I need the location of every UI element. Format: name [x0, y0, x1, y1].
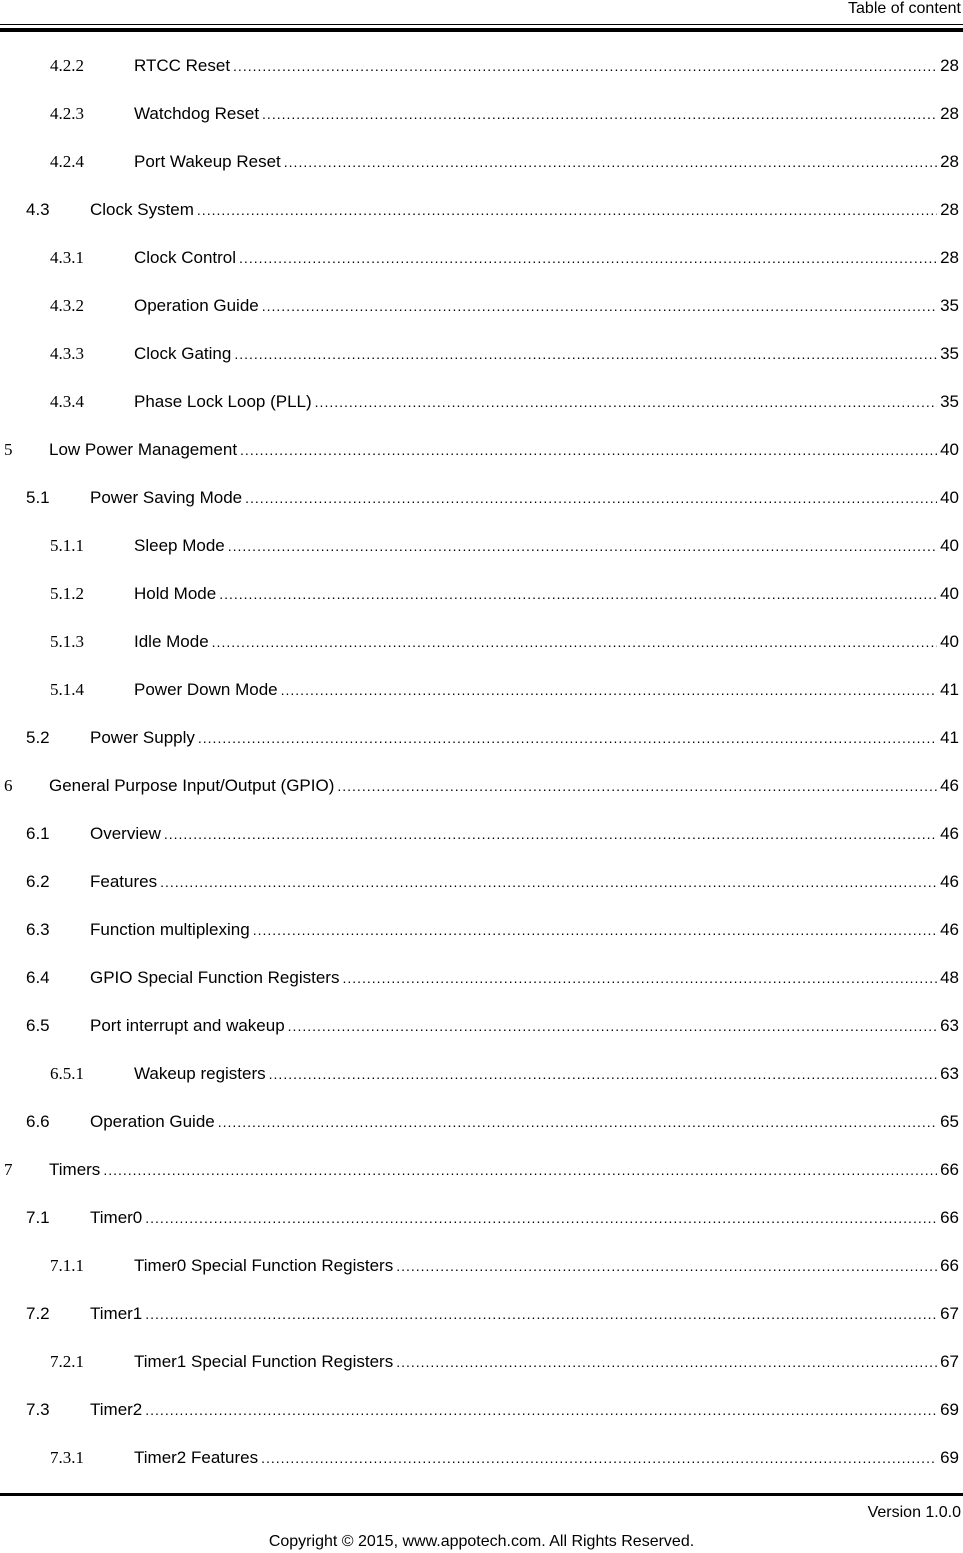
toc-dot-leader	[103, 1162, 937, 1178]
toc-dot-leader	[396, 1258, 937, 1274]
toc-dot-leader	[261, 1450, 937, 1466]
toc-entry[interactable]	[0, 1386, 963, 1434]
toc-entry-page-number[interactable]: 40	[940, 488, 959, 507]
toc-entry-title[interactable]: Timer1	[90, 1304, 143, 1323]
toc-entry-number: 5.1.1	[50, 536, 84, 555]
toc-entry[interactable]	[0, 234, 963, 282]
toc-entry[interactable]	[0, 330, 963, 378]
toc-entry-page-number[interactable]: 40	[940, 536, 959, 555]
toc-entry-title[interactable]: Timer2	[90, 1400, 143, 1419]
toc-entry[interactable]	[0, 1002, 963, 1050]
toc-entry[interactable]	[0, 378, 963, 426]
toc-entry-number: 6	[4, 776, 13, 795]
toc-entry-page-number[interactable]: 65	[940, 1112, 959, 1131]
toc-entry-title[interactable]: General Purpose Input/Output (GPIO)	[49, 776, 335, 795]
toc-entry-title[interactable]: Timer0 Special Function Registers	[134, 1256, 394, 1275]
toc-entry-number: 4.2.3	[50, 104, 84, 123]
toc-dot-leader	[281, 682, 937, 698]
toc-entry-number: 7.1	[26, 1208, 50, 1227]
toc-dot-leader	[212, 634, 937, 650]
toc-entry-title[interactable]: Phase Lock Loop (PLL)	[134, 392, 312, 411]
toc-entry-number: 6.3	[26, 920, 50, 939]
toc-entry-number: 7	[4, 1160, 13, 1179]
toc-entry-number: 4.3.3	[50, 344, 84, 363]
toc-dot-leader	[218, 1114, 937, 1130]
toc-entry-number: 6.6	[26, 1112, 50, 1131]
toc-entry-title[interactable]: Idle Mode	[134, 632, 209, 651]
header-rule-thick	[0, 28, 963, 32]
toc-entry-number: 6.5	[26, 1016, 50, 1035]
toc-dot-leader	[197, 202, 937, 218]
toc-entry[interactable]	[0, 90, 963, 138]
toc-dot-leader	[145, 1402, 937, 1418]
toc-entry[interactable]	[0, 42, 963, 90]
toc-dot-leader	[342, 970, 937, 986]
toc-dot-leader	[219, 586, 937, 602]
toc-entry[interactable]	[0, 810, 963, 858]
toc-entry-number: 4.3.2	[50, 296, 84, 315]
toc-entry-title[interactable]: Timer0	[90, 1208, 143, 1227]
toc-entry-page-number[interactable]: 63	[940, 1064, 959, 1083]
toc-entry-page-number[interactable]: 66	[940, 1160, 959, 1179]
toc-entry-number: 5.2	[26, 728, 50, 747]
toc-entry-page-number[interactable]: 35	[940, 296, 959, 315]
toc-entry-title[interactable]: Wakeup registers	[134, 1064, 266, 1083]
toc-entry[interactable]	[0, 858, 963, 906]
toc-dot-leader	[253, 922, 937, 938]
toc-entry[interactable]	[0, 570, 963, 618]
toc-entry-title[interactable]: Features	[90, 872, 158, 891]
toc-entry-number: 5.1.2	[50, 584, 84, 603]
toc-entry-title[interactable]: Power Saving Mode	[90, 488, 243, 507]
footer-rule	[0, 1493, 963, 1496]
toc-entry[interactable]	[0, 1146, 963, 1194]
toc-entry-number: 4.2.4	[50, 152, 84, 171]
toc-entry[interactable]	[0, 282, 963, 330]
toc-entry-page-number[interactable]: 46	[940, 776, 959, 795]
toc-entry-title[interactable]: Timer1 Special Function Registers	[134, 1352, 394, 1371]
toc-entry-page-number[interactable]: 40	[940, 584, 959, 603]
toc-entry-page-number[interactable]: 69	[940, 1448, 959, 1467]
toc-entry[interactable]	[0, 1050, 963, 1098]
toc-entry[interactable]	[0, 906, 963, 954]
toc-entry-number: 4.3	[26, 200, 50, 219]
toc-entry-title[interactable]: Clock System	[90, 200, 194, 219]
copyright-notice: Copyright © 2015, www.appotech.com. All Rights Reserved.	[268, 1533, 695, 1550]
toc-dot-leader	[234, 346, 937, 362]
toc-entry-page-number[interactable]: 48	[940, 968, 959, 987]
toc-entry[interactable]	[0, 1098, 963, 1146]
toc-entry[interactable]	[0, 1194, 963, 1242]
toc-entry-number: 4.2.2	[50, 56, 84, 75]
toc-entry-number: 6.4	[26, 968, 50, 987]
toc-entry-page-number[interactable]: 66	[940, 1256, 959, 1275]
toc-entry-title[interactable]: Operation Guide	[134, 296, 259, 315]
toc-entry[interactable]	[0, 522, 963, 570]
toc-entry-number: 6.5.1	[50, 1064, 84, 1083]
toc-entry-page-number[interactable]: 63	[940, 1016, 959, 1035]
toc-entry-title[interactable]: Low Power Management	[49, 440, 238, 459]
toc-dot-leader	[288, 1018, 937, 1034]
toc-dot-leader	[160, 874, 937, 890]
toc-entry[interactable]	[0, 714, 963, 762]
toc-entry-title[interactable]: GPIO Special Function Registers	[90, 968, 340, 987]
toc-entry-number: 5.1.3	[50, 632, 84, 651]
toc-entry-number: 7.3.1	[50, 1448, 84, 1467]
toc-entry[interactable]	[0, 1242, 963, 1290]
toc-entry-page-number[interactable]: 35	[940, 392, 959, 411]
toc-entry-number: 7.3	[26, 1400, 50, 1419]
page-header-title: Table of content	[848, 0, 961, 17]
toc-dot-leader	[262, 298, 937, 314]
toc-entry-number: 5	[4, 440, 13, 459]
toc-entry-page-number[interactable]: 28	[940, 152, 959, 171]
version-label: Version 1.0.0	[867, 1504, 961, 1521]
toc-dot-leader	[145, 1210, 937, 1226]
toc-entry-page-number[interactable]: 40	[940, 632, 959, 651]
toc-dot-leader	[239, 250, 937, 266]
toc-dot-leader	[164, 826, 937, 842]
toc-entry-title[interactable]: Power Down Mode	[134, 680, 278, 699]
toc-entry-title[interactable]: Hold Mode	[134, 584, 217, 603]
toc-entry-page-number[interactable]: 35	[940, 344, 959, 363]
toc-entry-page-number[interactable]: 46	[940, 824, 959, 843]
table-of-contents	[0, 42, 963, 1482]
toc-entry-title[interactable]: Function multiplexing	[90, 920, 250, 939]
toc-entry-title[interactable]: Port Wakeup Reset	[134, 152, 281, 171]
toc-entry-number: 5.1	[26, 488, 50, 507]
toc-entry-title[interactable]: Clock Control	[134, 248, 237, 267]
toc-entry-page-number[interactable]: 28	[940, 248, 959, 267]
toc-entry-page-number[interactable]: 67	[940, 1304, 959, 1323]
toc-entry-number: 4.3.1	[50, 248, 84, 267]
toc-entry-page-number[interactable]: 28	[940, 56, 959, 75]
toc-entry-title[interactable]: Port interrupt and wakeup	[90, 1016, 285, 1035]
toc-entry-number: 7.2	[26, 1304, 50, 1323]
toc-entry-number: 7.2.1	[50, 1352, 84, 1371]
toc-entry-page-number[interactable]: 40	[940, 440, 959, 459]
toc-entry[interactable]	[0, 618, 963, 666]
toc-entry-page-number[interactable]: 69	[940, 1400, 959, 1419]
toc-dot-leader	[262, 106, 937, 122]
toc-entry-page-number[interactable]: 28	[940, 104, 959, 123]
toc-entry[interactable]	[0, 426, 963, 474]
toc-entry-page-number[interactable]: 28	[940, 200, 959, 219]
toc-dot-leader	[284, 154, 937, 170]
toc-entry-page-number[interactable]: 46	[940, 920, 959, 939]
toc-entry[interactable]	[0, 186, 963, 234]
toc-dot-leader	[245, 490, 937, 506]
toc-dot-leader	[228, 538, 937, 554]
toc-entry-title[interactable]: Sleep Mode	[134, 536, 225, 555]
toc-entry-title[interactable]: RTCC Reset	[134, 56, 231, 75]
toc-entry-title[interactable]: Power Supply	[90, 728, 195, 747]
toc-entry[interactable]	[0, 1434, 963, 1482]
toc-entry[interactable]	[0, 1290, 963, 1338]
toc-entry-title[interactable]: Clock Gating	[134, 344, 232, 363]
toc-entry-number: 4.3.4	[50, 392, 84, 411]
toc-entry-page-number[interactable]: 41	[940, 680, 959, 699]
toc-entry-page-number[interactable]: 46	[940, 872, 959, 891]
toc-dot-leader	[315, 394, 937, 410]
toc-entry-title[interactable]: Operation Guide	[90, 1112, 215, 1131]
toc-entry-title[interactable]: Watchdog Reset	[134, 104, 260, 123]
toc-dot-leader	[233, 58, 937, 74]
toc-entry-page-number[interactable]: 66	[940, 1208, 959, 1227]
toc-dot-leader	[396, 1354, 937, 1370]
toc-entry-title[interactable]: Timers	[49, 1160, 101, 1179]
toc-dot-leader	[337, 778, 937, 794]
toc-entry-number: 7.1.1	[50, 1256, 84, 1275]
toc-dot-leader	[198, 730, 937, 746]
header-rule-thin	[0, 24, 963, 25]
toc-entry[interactable]	[0, 762, 963, 810]
toc-dot-leader	[145, 1306, 937, 1322]
toc-entry[interactable]	[0, 954, 963, 1002]
toc-dot-leader	[269, 1066, 937, 1082]
toc-entry-number: 6.2	[26, 872, 50, 891]
toc-entry[interactable]	[0, 666, 963, 714]
toc-entry-number: 6.1	[26, 824, 50, 843]
toc-entry-title[interactable]: Overview	[90, 824, 161, 843]
toc-entry-number: 5.1.4	[50, 680, 84, 699]
toc-dot-leader	[240, 442, 937, 458]
toc-entry-title[interactable]: Timer2 Features	[134, 1448, 259, 1467]
toc-entry[interactable]	[0, 1338, 963, 1386]
toc-entry-page-number[interactable]: 41	[940, 728, 959, 747]
toc-entry[interactable]	[0, 138, 963, 186]
toc-entry[interactable]	[0, 474, 963, 522]
toc-entry-page-number[interactable]: 67	[940, 1352, 959, 1371]
